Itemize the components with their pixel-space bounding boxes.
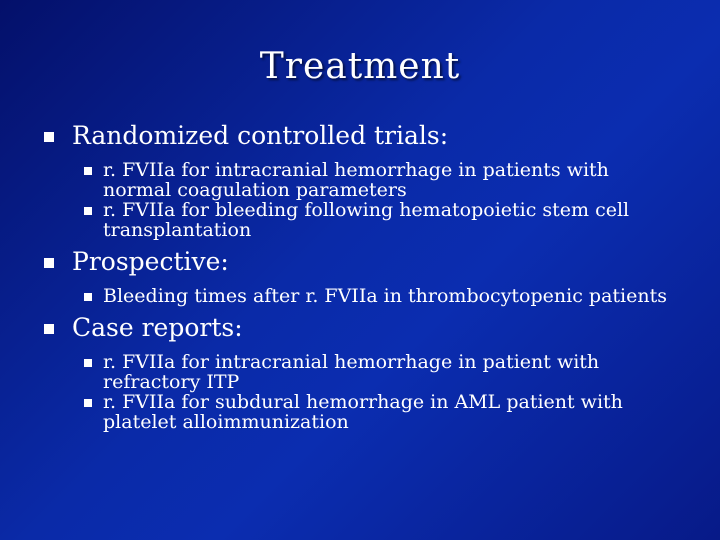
bullet-list: [44, 120, 684, 438]
sublist-randomized-trials: [44, 160, 684, 240]
square-bullet-icon: [84, 167, 92, 175]
bullet-case-reports: [44, 312, 684, 344]
square-bullet-icon: [84, 293, 92, 301]
sub-bullet-text: r. FVIIa for intracranial hemorrhage in patients with normal coagulation parameters: [103, 159, 609, 201]
sub-bullet-item: [44, 352, 684, 392]
bullet-label: Prospective:: [72, 247, 229, 276]
bullet-randomized-trials: [44, 120, 684, 152]
slide-title: Treatment: [259, 46, 461, 87]
sublist-prospective: [44, 286, 684, 306]
sub-bullet-item: [44, 200, 684, 240]
sub-bullet-text: r. FVIIa for bleeding following hematopoietic stem cell transplantation: [103, 199, 630, 241]
square-bullet-icon: [84, 399, 92, 407]
square-bullet-icon: [44, 324, 54, 334]
bullet-label: Randomized controlled trials:: [72, 121, 449, 150]
bullet-prospective: [44, 246, 684, 278]
sub-bullet-item: [44, 160, 684, 200]
sub-bullet-text: r. FVIIa for subdural hemorrhage in AML patient with platelet alloimmunization: [103, 391, 623, 433]
bullet-label: Case reports:: [72, 313, 243, 342]
sub-bullet-text: Bleeding times after r. FVIIa in thrombocytopenic patients: [103, 285, 667, 307]
sublist-case-reports: [44, 352, 684, 432]
sub-bullet-item: [44, 392, 684, 432]
square-bullet-icon: [44, 258, 54, 268]
square-bullet-icon: [84, 359, 92, 367]
sub-bullet-item: [44, 286, 684, 306]
square-bullet-icon: [44, 132, 54, 142]
square-bullet-icon: [84, 207, 92, 215]
sub-bullet-text: r. FVIIa for intracranial hemorrhage in patient with refractory ITP: [103, 351, 600, 393]
